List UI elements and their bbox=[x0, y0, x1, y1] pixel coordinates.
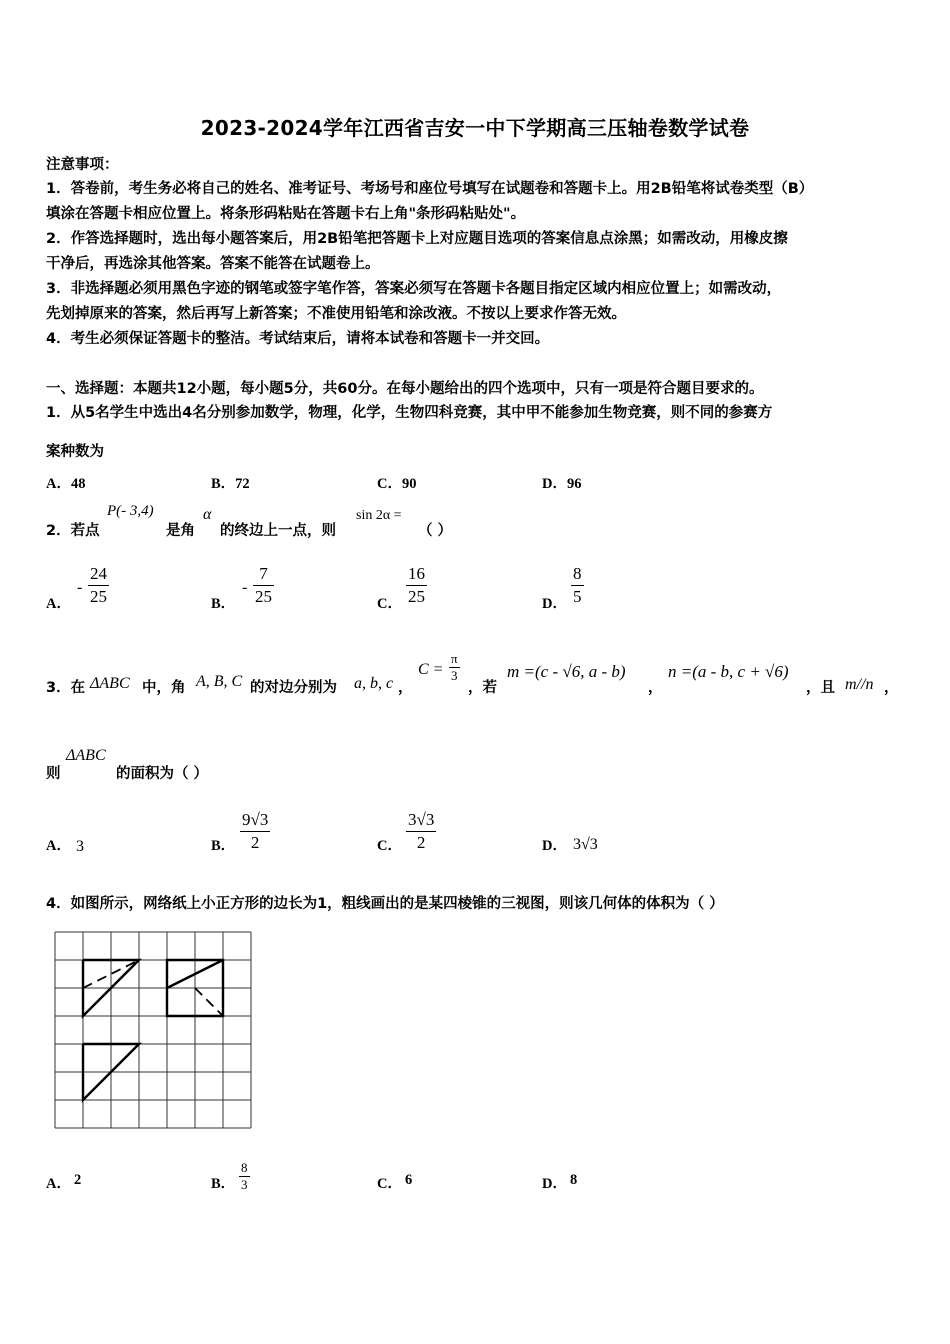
page-title: 2023-2024学年江西省吉安一中下学期高三压轴卷数学试卷 bbox=[200, 116, 750, 140]
q2-option-a-den: 25 bbox=[90, 587, 107, 606]
notice-line: 3．非选择题必须用黑色字迹的钢笔或签字笔作答，答案必须写在答题卡各题目指定区域内相应位置上；如需改动， bbox=[46, 281, 782, 297]
q3-text-2: 中，角 bbox=[142, 680, 186, 696]
q4-option-d-value: 8 bbox=[570, 1172, 578, 1188]
notice-line: 填涂在答题卡相应位置上。将条形码粘贴在答题卡右上角"条形码粘贴处"。 bbox=[46, 206, 526, 222]
q2-option-c-label: C． bbox=[377, 596, 402, 612]
q2-option-b-num: 7 bbox=[253, 563, 274, 586]
q3-vector-n: n =(a - b, c + √6) bbox=[668, 662, 789, 681]
q3-text-6: ， bbox=[648, 680, 663, 696]
notice-heading: 注意事项： bbox=[46, 157, 119, 173]
q3-option-b-den: 2 bbox=[250, 833, 260, 852]
q4-option-b-num: 8 bbox=[241, 1160, 248, 1175]
q2-option-d-fraction bbox=[571, 563, 584, 608]
q3-line2-text-2: 的面积为（ ） bbox=[116, 766, 209, 782]
q4-option-c-label: C． bbox=[377, 1176, 402, 1192]
q2-option-c-fraction bbox=[406, 563, 427, 608]
q4-option-b-label: B． bbox=[211, 1176, 236, 1192]
q3-option-c-num: 3√3 bbox=[406, 809, 436, 832]
q2-option-b-label: B． bbox=[211, 596, 236, 612]
q3-line2-text-1: 则 bbox=[46, 766, 61, 782]
q2-text-1: 2．若点 bbox=[46, 523, 100, 539]
q3-option-b-num: 9√3 bbox=[240, 809, 270, 832]
notice-line: 干净后，再选涂其他答案。答案不能答在试题卷上。 bbox=[46, 256, 380, 272]
q2-option-d-num: 8 bbox=[571, 563, 584, 586]
q3-parallel: m//n bbox=[845, 676, 874, 693]
q2-option-b-den: 25 bbox=[255, 587, 272, 606]
q2-option-d-label: D． bbox=[542, 596, 567, 612]
q2-expression: sin 2α = bbox=[356, 508, 402, 523]
q4-option-b-fraction bbox=[239, 1160, 250, 1193]
q1-option-d: D．96 bbox=[542, 476, 582, 492]
q1-option-a: A．48 bbox=[46, 476, 86, 492]
q2-point: P(- 3,4) bbox=[107, 503, 154, 519]
q3-option-b-fraction bbox=[240, 809, 270, 854]
q2-option-c-den: 25 bbox=[408, 587, 425, 606]
q3-c-num: π bbox=[451, 651, 458, 666]
q1-option-c: C．90 bbox=[377, 476, 417, 492]
q3-c-fraction bbox=[449, 651, 460, 684]
q2-text-2: 是角 bbox=[166, 523, 195, 539]
question-4-text: 4．如图所示，网络纸上小正方形的边长为1，粗线画出的是某四棱锥的三视图，则该几何体的体积为（ ） bbox=[46, 896, 724, 912]
notice-line: 1．答卷前，考生务必将自己的姓名、准考证号、考场号和座位号填写在试题卷和答题卡上。用2B铅笔将试卷类型（B） bbox=[46, 181, 814, 197]
q3-vector-m: m =(c - √6, a - b) bbox=[507, 662, 626, 681]
q2-option-a-fraction bbox=[88, 563, 109, 608]
q2-option-b-fraction bbox=[253, 563, 274, 608]
q3-c-lhs: C = bbox=[418, 661, 444, 678]
q2-option-c-num: 16 bbox=[406, 563, 427, 586]
question-1-line2: 案种数为 bbox=[46, 444, 104, 460]
q3-text-3: 的对边分别为 bbox=[250, 680, 337, 696]
q3-option-b-label: B． bbox=[211, 838, 236, 854]
q2-option-a-label: A． bbox=[46, 596, 71, 612]
notice-line: 2．作答选择题时，选出每小题答案后，用2B铅笔把答题卡上对应题目选项的答案信息点涂黑；如需改动，用橡皮擦 bbox=[46, 231, 788, 247]
section-heading: 一、选择题：本题共12小题，每小题5分，共60分。在每小题给出的四个选项中，只有一项是符合题目要求的。 bbox=[46, 381, 764, 397]
q4-option-a-value: 2 bbox=[74, 1172, 82, 1188]
q4-option-c-value: 6 bbox=[405, 1172, 413, 1188]
q3-text-1: 3．在 bbox=[46, 680, 86, 696]
q3-triangle: ΔABC bbox=[90, 675, 130, 692]
q3-text-8: ， bbox=[884, 680, 899, 696]
q2-option-b-sign: - bbox=[242, 579, 248, 596]
q3-option-a-value: 3 bbox=[76, 838, 84, 855]
q3-c-den: 3 bbox=[451, 668, 458, 683]
three-view-diagram bbox=[52, 928, 258, 1133]
q2-option-a-sign: - bbox=[77, 579, 83, 596]
q3-line2-triangle: ΔABC bbox=[66, 747, 106, 764]
q3-option-c-fraction bbox=[406, 809, 436, 854]
q2-alpha: α bbox=[203, 506, 212, 523]
q2-text-4: （ ） bbox=[418, 523, 453, 539]
q3-option-d-label: D． bbox=[542, 838, 567, 854]
q2-option-d-den: 5 bbox=[573, 587, 582, 606]
notice-line: 4．考生必须保证答题卡的整洁。考试结束后，请将本试卷和答题卡一并交回。 bbox=[46, 331, 550, 347]
q3-option-c-label: C． bbox=[377, 838, 402, 854]
q2-text-3: 的终边上一点，则 bbox=[220, 523, 336, 539]
q4-option-b-den: 3 bbox=[241, 1177, 248, 1192]
q3-text-7: ，且 bbox=[806, 680, 835, 696]
q3-sides: a, b, c bbox=[354, 675, 394, 692]
q3-text-5: ，若 bbox=[468, 680, 497, 696]
q4-option-a-label: A． bbox=[46, 1176, 71, 1192]
question-1-line1: 1．从5名学生中选出4名分别参加数学，物理，化学，生物四科竞赛，其中甲不能参加生物竞赛，则不同的参赛方 bbox=[46, 405, 773, 421]
q4-option-d-label: D． bbox=[542, 1176, 567, 1192]
q1-option-b: B．72 bbox=[211, 476, 250, 492]
q3-option-a-label: A． bbox=[46, 838, 71, 854]
q3-option-c-den: 2 bbox=[416, 833, 426, 852]
q2-option-a-num: 24 bbox=[88, 563, 109, 586]
q3-option-d-value: 3√3 bbox=[573, 836, 598, 853]
notice-line: 先划掉原来的答案，然后再写上新答案；不准使用铅笔和涂改液。不按以上要求作答无效。 bbox=[46, 306, 626, 322]
q3-angles: A, B, C bbox=[196, 673, 243, 690]
side-view-hidden-edge bbox=[195, 988, 223, 1016]
q3-text-4: ， bbox=[398, 680, 413, 696]
